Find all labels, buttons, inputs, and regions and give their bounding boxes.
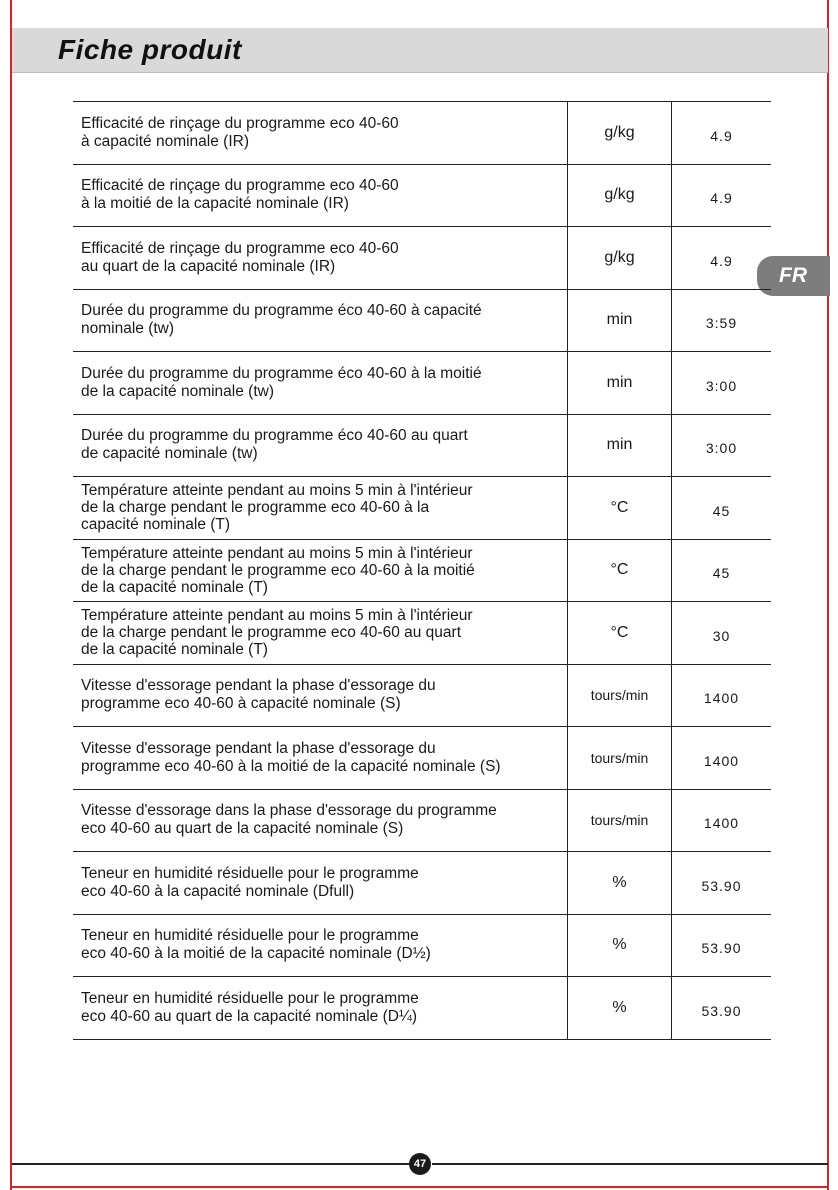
table-row xyxy=(73,289,771,352)
spec-unit: °C xyxy=(568,539,672,602)
spec-label: Vitesse d'essorage pendant la phase d'essorage du programme eco 40-60 à capacité nominale (S) xyxy=(73,664,568,727)
table-row xyxy=(73,352,771,415)
spec-label: Durée du programme du programme éco 40-60 à la moitié de la capacité nominale (tw) xyxy=(73,352,568,415)
spec-value: 1400 xyxy=(672,664,772,727)
language-tab-label: FR xyxy=(779,264,807,287)
table-row xyxy=(73,477,771,540)
table-row xyxy=(73,727,771,790)
page-number: 47 xyxy=(409,1153,431,1175)
spec-label: Efficacité de rinçage du programme eco 40-60 à la moitié de la capacité nominale (IR) xyxy=(73,164,568,227)
spec-label: Vitesse d'essorage pendant la phase d'essorage du programme eco 40-60 à la moitié de la capacité nominale (S) xyxy=(73,727,568,790)
spec-label: Température atteinte pendant au moins 5 min à l'intérieur de la charge pendant le programme eco 40-60 à la moitié de la capacité nominale (T) xyxy=(73,539,568,602)
header-bar xyxy=(12,28,828,73)
spec-label: Teneur en humidité résiduelle pour le programme eco 40-60 à la capacité nominale (Dfull) xyxy=(73,852,568,915)
footer-rule-right xyxy=(432,1163,828,1165)
spec-value: 3:59 xyxy=(672,289,772,352)
spec-label: Efficacité de rinçage du programme eco 40-60 au quart de la capacité nominale (IR) xyxy=(73,227,568,290)
spec-unit: g/kg xyxy=(568,227,672,290)
table-row xyxy=(73,602,771,665)
spec-label: Vitesse d'essorage dans la phase d'essorage du programme eco 40-60 au quart de la capacité nominale (S) xyxy=(73,789,568,852)
spec-label: Teneur en humidité résiduelle pour le programme eco 40-60 à la moitié de la capacité nominale (D½) xyxy=(73,914,568,977)
spec-unit: tours/min xyxy=(568,789,672,852)
spec-unit: g/kg xyxy=(568,164,672,227)
table-row xyxy=(73,227,771,290)
table-row xyxy=(73,789,771,852)
spec-label: Efficacité de rinçage du programme eco 40-60 à capacité nominale (IR) xyxy=(73,102,568,165)
page-title: Fiche produit xyxy=(58,34,242,65)
table-row xyxy=(73,102,771,165)
spec-value: 1400 xyxy=(672,789,772,852)
spec-unit: % xyxy=(568,977,672,1040)
spec-label: Température atteinte pendant au moins 5 min à l'intérieur de la charge pendant le programme eco 40-60 à la capacité nominale (T) xyxy=(73,477,568,540)
spec-unit: % xyxy=(568,852,672,915)
spec-value: 45 xyxy=(672,539,772,602)
table-row xyxy=(73,852,771,915)
spec-value: 45 xyxy=(672,477,772,540)
spec-unit: °C xyxy=(568,602,672,665)
spec-value: 53.90 xyxy=(672,914,772,977)
table-row xyxy=(73,414,771,477)
table-row xyxy=(73,539,771,602)
spec-value: 53.90 xyxy=(672,977,772,1040)
spec-unit: g/kg xyxy=(568,102,672,165)
spec-value: 53.90 xyxy=(672,852,772,915)
table-row xyxy=(73,164,771,227)
spec-unit: min xyxy=(568,289,672,352)
spec-value: 4.9 xyxy=(672,102,772,165)
table-row xyxy=(73,914,771,977)
spec-unit: °C xyxy=(568,477,672,540)
bottom-red-border xyxy=(10,1186,829,1188)
spec-unit: % xyxy=(568,914,672,977)
footer-rule-left xyxy=(12,1163,410,1165)
product-spec-table xyxy=(73,101,771,1040)
table-row xyxy=(73,664,771,727)
spec-label: Teneur en humidité résiduelle pour le programme eco 40-60 au quart de la capacité nominale (D¼) xyxy=(73,977,568,1040)
table-row xyxy=(73,977,771,1040)
spec-value: 1400 xyxy=(672,727,772,790)
spec-value: 4.9 xyxy=(672,227,772,290)
spec-value: 3:00 xyxy=(672,352,772,415)
spec-unit: min xyxy=(568,414,672,477)
spec-label: Durée du programme du programme éco 40-60 à capacité nominale (tw) xyxy=(73,289,568,352)
right-red-border xyxy=(827,0,829,1190)
spec-unit: min xyxy=(568,352,672,415)
spec-value: 30 xyxy=(672,602,772,665)
spec-unit: tours/min xyxy=(568,727,672,790)
spec-value: 4.9 xyxy=(672,164,772,227)
spec-label: Durée du programme du programme éco 40-60 au quart de capacité nominale (tw) xyxy=(73,414,568,477)
spec-unit: tours/min xyxy=(568,664,672,727)
left-red-border xyxy=(10,0,12,1190)
spec-value: 3:00 xyxy=(672,414,772,477)
spec-label: Température atteinte pendant au moins 5 min à l'intérieur de la charge pendant le programme eco 40-60 au quart de la capacité nominale (T) xyxy=(73,602,568,665)
